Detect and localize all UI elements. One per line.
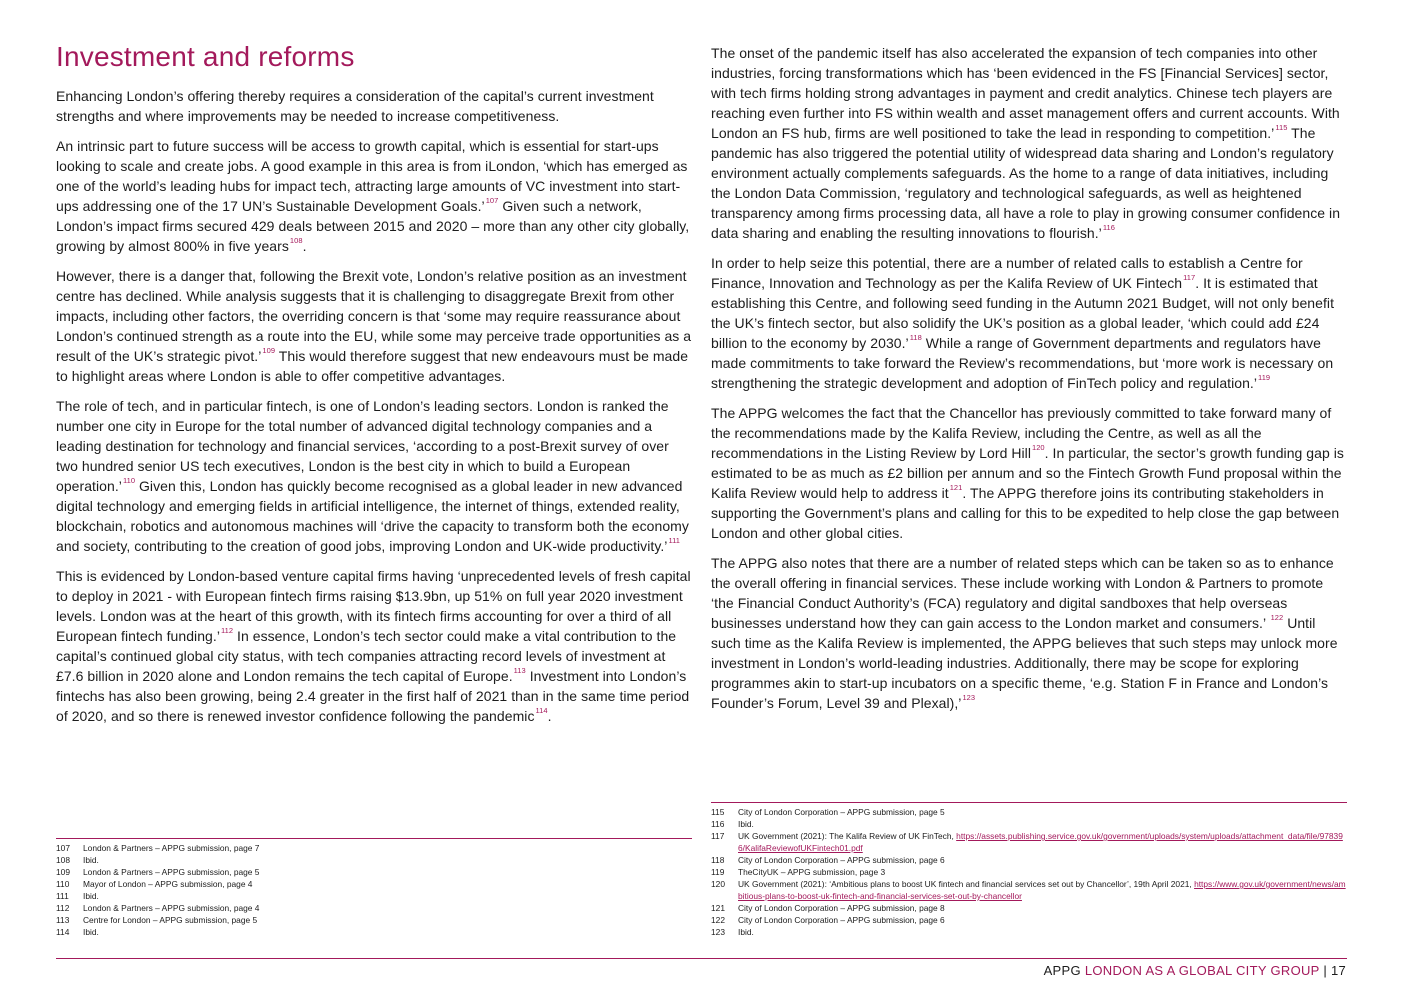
body-paragraph	[711, 43, 1347, 243]
footnote-text	[738, 806, 1347, 818]
footer-prefix: APPG	[1043, 963, 1085, 978]
paragraph-text: .	[302, 238, 307, 254]
footnote-number: 113	[56, 915, 70, 925]
paragraph-text: Given such a network, London’s impact firms secured 429 deals between 2015 and 2020 – more than any other city globally, growing by almost 800% in five years	[56, 198, 690, 254]
footnote-item	[56, 926, 692, 938]
footnote-number: 111	[56, 891, 69, 901]
footnote-ref: 109	[262, 346, 276, 355]
footnote-text	[83, 878, 692, 890]
footnote-item	[56, 902, 692, 914]
footnote-number: 121	[711, 903, 725, 913]
footnote-number: 107	[56, 843, 70, 853]
page-title: Investment and reforms	[56, 41, 355, 72]
footnote-ref: 111	[668, 536, 681, 545]
footnote-ref: 112	[220, 626, 234, 635]
body-paragraph	[711, 403, 1347, 543]
footnote-text	[83, 842, 692, 854]
footnote-number: 112	[56, 903, 70, 913]
paragraph-text: This would therefore suggest that new endeavours must be made to highlight areas where London is able to offer competitive advantages.	[56, 348, 689, 384]
footnote-divider-left	[56, 838, 692, 839]
footnote-item	[56, 914, 692, 926]
body-paragraph	[56, 86, 692, 126]
footnote-link[interactable]: https://assets.publishing.service.gov.uk/government/uploads/system/uploads/attachment_data/file/978396/KalifaReviewofUKFintech01.pdf	[738, 831, 1343, 853]
paragraph-text: .	[547, 708, 552, 724]
footnote-ref: 113	[513, 666, 526, 675]
footnote-ref: 121	[949, 483, 963, 492]
footnote-text	[738, 926, 1347, 938]
footnote-text	[83, 890, 692, 902]
right-column	[711, 43, 1347, 723]
footnote-number: 108	[56, 855, 70, 865]
paragraph-text: While a range of Government departments and regulators have made commitments to take forward the Review’s recommendations, but ‘more work is necessary on strengthening the strategic development and adoption of FinTech policy and regulation.’	[711, 335, 1334, 391]
footnote-item	[711, 818, 1347, 830]
footnote-number: 114	[56, 927, 70, 937]
footnote-source: UK Government (2021): ‘Ambitious plans to boost UK fintech and financial services set out by Chancellor’, 19th April 2021,	[738, 879, 1195, 889]
footnote-item	[56, 854, 692, 866]
footnote-ref: 118	[909, 333, 922, 342]
footnote-link[interactable]: https://www.gov.uk/government/news/ambitious-plans-to-boost-uk-fintech-and-financial-services-set-out-by-chancellor	[738, 879, 1346, 901]
paragraph-text: Given this, London has quickly become recognised as a global leader in new advanced digital technology and emerging fields in artificial intelligence, the internet of things, extended reality, blockchain, robotics and autonomous machines will ‘drive the capacity to transform both the economy and society, contributing to the creation of good jobs, improving London and UK-wide productivity.’	[56, 478, 689, 554]
body-paragraph	[711, 553, 1347, 713]
footnote-text	[83, 926, 692, 938]
paragraph-text: An intrinsic part to future success will be access to growth capital, which is essential for start-ups looking to scale and create jobs. A good example in this area is from iLondon, ‘which has emerged as one of the world’s leading hubs for impact tech, attracting large amounts of VC investment into start-ups addressing one of the 17 UN’s Sustainable Development Goals.’	[56, 138, 688, 214]
footnote-number: 117	[711, 831, 725, 841]
footnote-number: 109	[56, 867, 70, 877]
footnote-text	[83, 902, 692, 914]
footnote-item	[56, 878, 692, 890]
footnote-text	[738, 818, 1347, 830]
footnote-source: London & Partners – APPG submission, page 7	[83, 843, 260, 853]
footnote-ref: 123	[962, 693, 976, 702]
paragraph-text: Enhancing London’s offering thereby requires a consideration of the capital’s current investment strengths and where improvements may be needed to increase competitiveness.	[56, 88, 654, 124]
body-paragraph	[56, 136, 692, 256]
paragraph-text: Investment into London’s fintechs has also been growing, being 2.4 greater in the first half of 2021 than in the same time period of 2020, and so there is renewed investor confidence following the pandemic	[56, 668, 690, 724]
footnote-source: Ibid.	[83, 891, 99, 901]
footnote-item	[711, 914, 1347, 926]
footnote-number: 110	[56, 879, 70, 889]
body-paragraph	[711, 253, 1347, 393]
footnote-text	[83, 866, 692, 878]
footnote-source: City of London Corporation – APPG submission, page 8	[738, 903, 945, 913]
footnote-ref: 120	[1031, 443, 1045, 452]
paragraph-text: . The APPG therefore joins its contributing stakeholders in supporting the Government’s plans and calling for this to be expedited to help close the gap between London and other global cities.	[711, 485, 1340, 541]
paragraph-text: The onset of the pandemic itself has also accelerated the expansion of tech companies into other industries, forcing transformations which has ‘been evidenced in the FS [Financial Services] sector, with tech firms holding strong advantages in payment and credit analytics. Chinese tech players are reaching even further into FS within wealth and asset management offers and current accounts. With London an FS hub, firms are well positioned to take the lead in responding to competition.’	[711, 45, 1340, 141]
footnote-item	[56, 842, 692, 854]
footnote-number: 122	[711, 915, 725, 925]
footnote-ref: 110	[122, 476, 136, 485]
paragraph-text: This is evidenced by London-based venture capital firms having ‘unprecedented levels of fresh capital to deploy in 2021 - with European fintech firms raising $13.9bn, up 51% on full year 2020 investment levels. London was at the heart of this growth, with its fintech firms accounting for over a third of all European fintech funding.’	[56, 568, 691, 644]
footnote-item	[56, 866, 692, 878]
footnote-source: City of London Corporation – APPG submission, page 6	[738, 855, 945, 865]
footnote-source: Ibid.	[83, 927, 99, 937]
footnote-source: City of London Corporation – APPG submission, page 5	[738, 807, 945, 817]
paragraph-text: . In particular, the sector’s growth funding gap is estimated to be as much as £2 billion per annum and so the Fintech Growth Fund proposal within the Kalifa Review would help to address it	[711, 445, 1344, 501]
footnote-source: UK Government (2021): The Kalifa Review of UK FinTech,	[738, 831, 957, 841]
footnote-ref: 122	[1270, 613, 1284, 622]
footnote-item	[711, 926, 1347, 938]
footnote-source: Ibid.	[738, 819, 754, 829]
footnote-source: Centre for London – APPG submission, page 5	[83, 915, 258, 925]
footnote-number: 123	[711, 927, 725, 937]
paragraph-text: The APPG also notes that there are a number of related steps which can be taken so as to enhance the overall offering in financial services. These include working with London & Partners to promote ‘the Financial Conduct Authority’s (FCA) regulatory and digital sandboxes that help overseas businesses understand how they can gain access to the London market and consumers.’	[711, 555, 1334, 631]
footnote-ref: 117	[1183, 273, 1196, 282]
footer-brand: LONDON AS A GLOBAL CITY GROUP	[1084, 963, 1320, 978]
paragraph-text: In order to help seize this potential, there are a number of related calls to establish a Centre for Finance, Innovation and Technology as per the Kalifa Review of UK Fintech	[711, 255, 1303, 291]
footnote-text	[738, 854, 1347, 866]
footnote-ref: 114	[535, 706, 548, 715]
footnotes-right	[711, 806, 1347, 938]
paragraph-text: Until such time as the Kalifa Review is implemented, the APPG believes that such steps may unlock more investment in London’s world-leading industries. Additionally, there may be scope for exploring programmes akin to start-up incubators on a specific theme, ‘e.g. Station F in France and London’s Founder’s Forum, Level 39 and Plexal),’	[711, 615, 1338, 711]
footnote-text	[83, 854, 692, 866]
footnote-ref: 115	[1275, 123, 1288, 132]
footnote-ref: 107	[485, 196, 499, 205]
paragraph-text: The pandemic has also triggered the potential utility of widespread data sharing and London’s regulatory environment actually complements safeguards. As the home to a range of data initiatives, including the London Data Commission, ‘regulatory and technological safeguards, as well as heightened transparency among firms processing data, all have a role to play in growing consumer confidence in data sharing and enabling the resulting innovations to flourish.’	[711, 125, 1341, 241]
footnote-item	[711, 866, 1347, 878]
footnote-number: 116	[711, 819, 725, 829]
footnote-item	[711, 854, 1347, 866]
paragraph-text: The role of tech, and in particular fintech, is one of London’s leading sectors. London is ranked the number one city in Europe for the total number of advanced digital technology companies and a leading destination for technology and financial services, ‘according to a post-Brexit survey of over two hundred senior US tech executives, London is the best city in which to build a European operation.’	[56, 398, 669, 494]
footnote-number: 120	[711, 879, 725, 889]
footnote-item	[711, 830, 1347, 854]
footnote-text	[738, 830, 1347, 854]
footnote-item	[711, 878, 1347, 902]
body-paragraph	[56, 566, 692, 726]
paragraph-text: . It is estimated that establishing this Centre, and following seed funding in the Autumn 2021 Budget, will not only benefit the UK’s fintech sector, but also solidify the UK’s position as a global leader, ‘which could add £24 billion to the economy by 2030.’	[711, 275, 1335, 351]
footnote-source: City of London Corporation – APPG submission, page 6	[738, 915, 945, 925]
footnote-text	[83, 914, 692, 926]
left-column	[56, 86, 692, 736]
footnote-source: Mayor of London – APPG submission, page 4	[83, 879, 253, 889]
page-footer	[1044, 962, 1346, 980]
footnote-ref: 108	[289, 236, 303, 245]
footnote-number: 118	[711, 855, 725, 865]
footnote-text	[738, 902, 1347, 914]
footer-divider	[56, 958, 1347, 959]
paragraph-text: In essence, London’s tech sector could make a vital contribution to the capital’s continued global city status, with tech companies attracting record levels of investment at £7.6 billion in 2020 alone and London remains the tech capital of Europe.	[56, 628, 677, 684]
footnote-item	[711, 806, 1347, 818]
paragraph-text: However, there is a danger that, following the Brexit vote, London’s relative position as an investment centre has declined. While analysis suggests that it is challenging to disaggregate Brexit from other impacts, including other factors, the overriding concern is that ‘some may require reassurance about London’s continued strength as a route into the EU, while some may perceive trade opportunities as a result of the UK’s strategic pivot.’	[56, 268, 692, 364]
footnote-source: Ibid.	[738, 927, 754, 937]
body-paragraph	[56, 396, 692, 556]
footnote-number: 115	[711, 807, 725, 817]
footnote-item	[56, 890, 692, 902]
footnote-ref: 119	[1258, 373, 1271, 382]
footnote-divider-right	[711, 802, 1347, 803]
footer-separator: |	[1319, 963, 1331, 978]
body-paragraph	[56, 266, 692, 386]
page-number: 17	[1330, 963, 1346, 978]
footnote-source: TheCityUK – APPG submission, page 3	[738, 867, 886, 877]
footnote-text	[738, 914, 1347, 926]
footnote-text	[738, 866, 1347, 878]
footnote-number: 119	[711, 867, 725, 877]
footnote-text	[738, 878, 1347, 902]
footnote-source: London & Partners – APPG submission, page 5	[83, 867, 260, 877]
footnote-source: London & Partners – APPG submission, page 4	[83, 903, 260, 913]
footnote-ref: 116	[1102, 223, 1115, 232]
footnote-source: Ibid.	[83, 855, 99, 865]
paragraph-text: The APPG welcomes the fact that the Chancellor has previously committed to take forward many of the recommendations made by the Kalifa Review, including the Centre, as well as all the recommendations in the Listing Review by Lord Hill	[711, 405, 1332, 461]
footnote-item	[711, 902, 1347, 914]
footnotes-left	[56, 842, 692, 938]
